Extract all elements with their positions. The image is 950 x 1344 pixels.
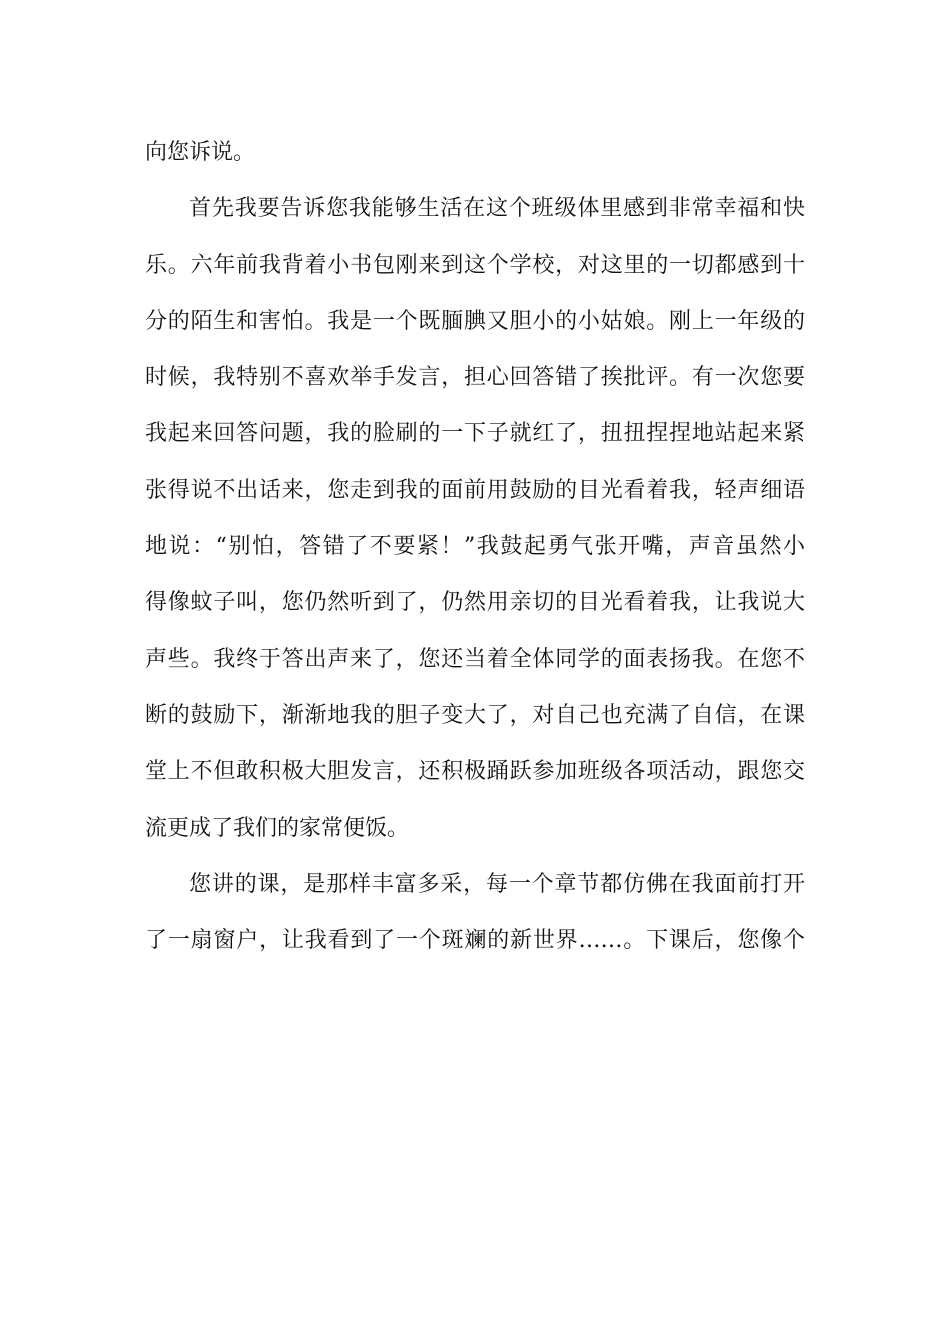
paragraph-line: 您讲的课，是那样丰富多采，每一个章节都仿佛在我面前打开	[189, 871, 805, 897]
paragraph-line: 首先我要告诉您我能够生活在这个班级体里感到非常幸福和快	[189, 196, 805, 222]
body-text	[145, 125, 805, 969]
paragraph-line: 时候，我特别不喜欢举手发言，担心回答错了挨批评。有一次您要	[145, 365, 805, 391]
paragraph-line: 分的陌生和害怕。我是一个既腼腆又胆小的小姑娘。刚上一年级的	[145, 308, 805, 334]
paragraph-line: 得像蚊子叫，您仍然听到了，仍然用亲切的目光看着我，让我说大	[145, 590, 805, 616]
paragraph-line: 堂上不但敢积极大胆发言，还积极踊跃参加班级各项活动，跟您交	[145, 759, 805, 785]
paragraph-line: 地说：“别怕，答错了不要紧！”我鼓起勇气张开嘴，声音虽然小	[145, 534, 805, 560]
paragraph-line: 声些。我终于答出声来了，您还当着全体同学的面表扬我。在您不	[145, 646, 805, 672]
paragraph-line: 张得说不出话来，您走到我的面前用鼓励的目光看着我，轻声细语	[145, 477, 805, 503]
paragraph-line: 乐。六年前我背着小书包刚来到这个学校，对这里的一切都感到十	[145, 252, 805, 278]
paragraph-line: 断的鼓励下，渐渐地我的胆子变大了，对自己也充满了自信，在课	[145, 702, 805, 728]
paragraph-line: 向您诉说。	[145, 140, 256, 165]
paragraph-line: 流更成了我们的家常便饭。	[145, 815, 410, 841]
paragraph-line: 了一扇窗户，让我看到了一个斑斓的新世界……。下课后，您像个	[145, 928, 805, 954]
paragraph-line: 我起来回答问题，我的脸刷的一下子就红了，扭扭捏捏地站起来紧	[145, 421, 805, 447]
